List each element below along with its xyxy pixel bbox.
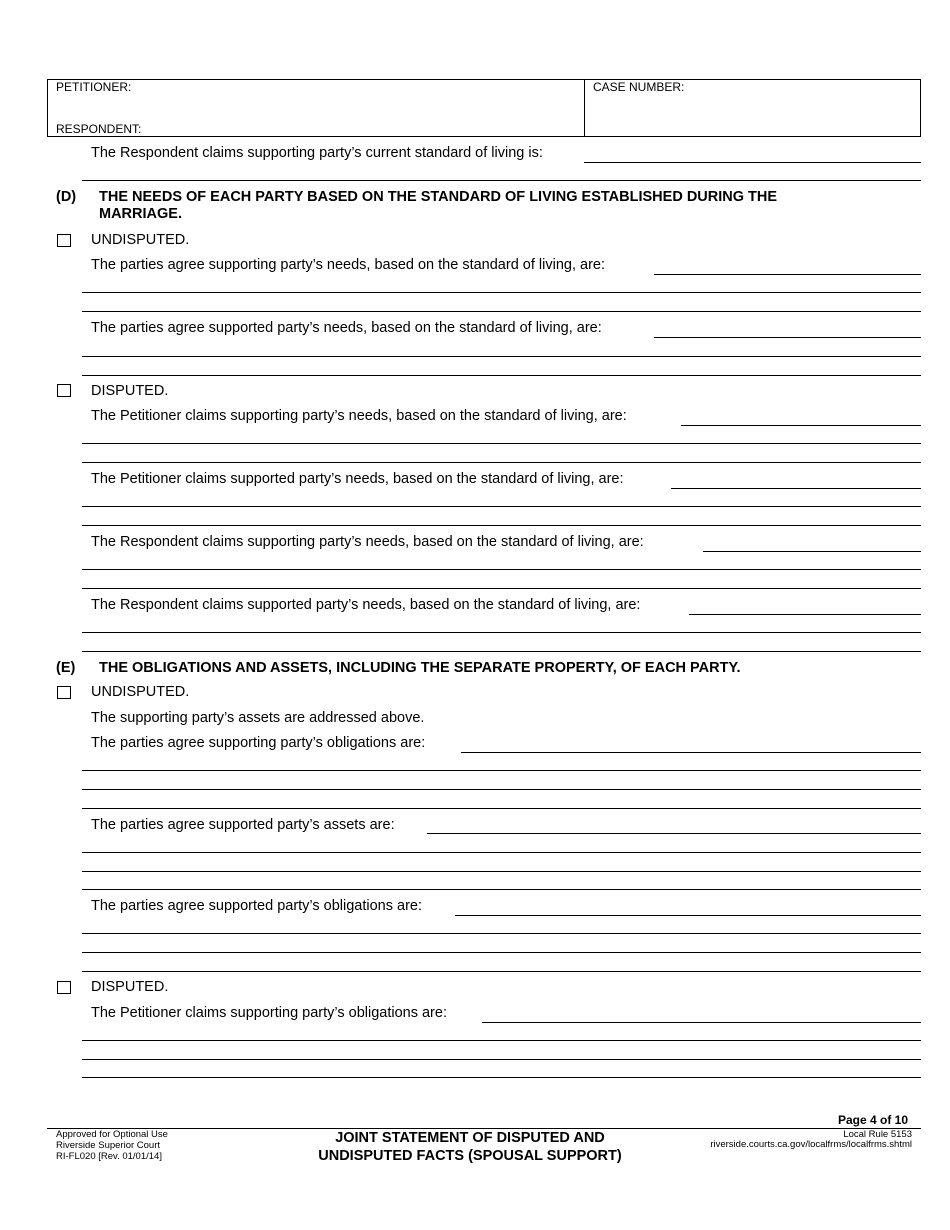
d-agree-supporting-line[interactable]	[82, 292, 921, 293]
e-agree-supporting-obligations-line[interactable]	[82, 770, 921, 771]
d-resp-supporting-line[interactable]	[82, 569, 921, 570]
footer-title-line2: UNDISPUTED FACTS (SPOUSAL SUPPORT)	[318, 1148, 622, 1164]
d-agree-supported-prompt: The parties agree supported party’s needs, based on the standard of living, are:	[91, 320, 602, 336]
e-pet-supporting-obligations-line[interactable]	[82, 1077, 921, 1078]
section-d-letter: (D)	[56, 189, 77, 205]
e-agree-supported-obligations-prompt: The parties agree supported party’s obligations are:	[91, 898, 423, 914]
d-agree-supporting-field[interactable]	[654, 274, 921, 275]
section-d-undisputed-label: UNDISPUTED.	[91, 232, 190, 248]
d-resp-supported-prompt: The Respondent claims supported party’s needs, based on the standard of living, are:	[91, 597, 641, 613]
petitioner-label: PETITIONER:	[56, 80, 132, 94]
e-agree-supported-obligations-line[interactable]	[82, 933, 921, 934]
e-agree-supported-assets-line[interactable]	[82, 852, 921, 853]
e-agree-supporting-obligations-line[interactable]	[82, 789, 921, 790]
d-pet-supporting-line[interactable]	[82, 443, 921, 444]
d-pet-supported-field[interactable]	[671, 488, 921, 489]
d-resp-supported-line[interactable]	[82, 651, 921, 652]
section-e-undisputed-label: UNDISPUTED.	[91, 684, 190, 700]
d-agree-supported-line[interactable]	[82, 356, 921, 357]
section-d-undisputed-checkbox[interactable]	[57, 234, 71, 247]
section-e-heading: THE OBLIGATIONS AND ASSETS, INCLUDING THE SEPARATE PROPERTY, OF EACH PARTY.	[99, 660, 741, 676]
e-pet-supporting-obligations-prompt: The Petitioner claims supporting party’s obligations are:	[91, 1005, 447, 1021]
d-pet-supporting-line[interactable]	[82, 462, 921, 463]
caption-divider	[584, 79, 585, 137]
d-pet-supporting-prompt: The Petitioner claims supporting party’s needs, based on the standard of living, are:	[91, 408, 627, 424]
section-e-letter: (E)	[56, 660, 76, 676]
caption-box	[47, 79, 921, 137]
section-e-disputed-checkbox[interactable]	[57, 981, 71, 994]
respondent-label: RESPONDENT:	[56, 122, 142, 136]
d-agree-supported-line[interactable]	[82, 375, 921, 376]
d-agree-supported-field[interactable]	[654, 337, 921, 338]
e-agree-supporting-obligations-prompt: The parties agree supporting party’s obligations are:	[91, 735, 426, 751]
e-assets-addressed-text: The supporting party’s assets are addressed above.	[91, 710, 425, 726]
d-resp-supporting-field[interactable]	[703, 551, 921, 552]
d-agree-supporting-line[interactable]	[82, 311, 921, 312]
e-agree-supported-assets-field[interactable]	[427, 833, 921, 834]
footer-approved: Approved for Optional Use	[56, 1129, 168, 1140]
d-pet-supported-prompt: The Petitioner claims supported party’s needs, based on the standard of living, are:	[91, 471, 624, 487]
respondent-standard-field-line[interactable]	[82, 180, 921, 181]
respondent-standard-prompt: The Respondent claims supporting party’s current standard of living is:	[91, 145, 543, 161]
e-agree-supported-obligations-field[interactable]	[455, 915, 921, 916]
page-number: Page 4 of 10	[838, 1113, 909, 1127]
footer-form-id: RI-FL020 [Rev. 01/01/14]	[56, 1151, 162, 1162]
d-pet-supported-line[interactable]	[82, 525, 921, 526]
e-pet-supporting-obligations-field[interactable]	[482, 1022, 921, 1023]
section-d-heading-line1: THE NEEDS OF EACH PARTY BASED ON THE STANDARD OF LIVING ESTABLISHED DURING THE	[99, 189, 778, 205]
section-e-disputed-label: DISPUTED.	[91, 979, 169, 995]
d-pet-supporting-field[interactable]	[681, 425, 921, 426]
d-resp-supporting-prompt: The Respondent claims supporting party’s needs, based on the standard of living, are:	[91, 534, 644, 550]
d-pet-supported-line[interactable]	[82, 506, 921, 507]
d-resp-supported-field[interactable]	[689, 614, 921, 615]
e-agree-supported-obligations-line[interactable]	[82, 952, 921, 953]
e-agree-supported-obligations-line[interactable]	[82, 971, 921, 972]
case-number-label: CASE NUMBER:	[593, 80, 685, 94]
e-agree-supporting-obligations-field[interactable]	[461, 752, 921, 753]
footer-title-line1: JOINT STATEMENT OF DISPUTED AND	[335, 1130, 605, 1146]
section-d-heading-line2: MARRIAGE.	[99, 206, 182, 222]
e-agree-supported-assets-prompt: The parties agree supported party’s assets are:	[91, 817, 395, 833]
e-agree-supported-assets-line[interactable]	[82, 871, 921, 872]
section-d-disputed-checkbox[interactable]	[57, 384, 71, 397]
d-resp-supporting-line[interactable]	[82, 588, 921, 589]
footer-court: Riverside Superior Court	[56, 1140, 161, 1151]
respondent-standard-field[interactable]	[584, 162, 921, 163]
e-agree-supporting-obligations-line[interactable]	[82, 808, 921, 809]
section-e-undisputed-checkbox[interactable]	[57, 686, 71, 699]
d-agree-supporting-prompt: The parties agree supporting party’s needs, based on the standard of living, are:	[91, 257, 605, 273]
e-pet-supporting-obligations-line[interactable]	[82, 1040, 921, 1041]
e-agree-supported-assets-line[interactable]	[82, 889, 921, 890]
section-d-disputed-label: DISPUTED.	[91, 383, 169, 399]
e-pet-supporting-obligations-line[interactable]	[82, 1059, 921, 1060]
footer-local-rule: Local Rule 5153	[843, 1129, 912, 1140]
d-resp-supported-line[interactable]	[82, 632, 921, 633]
footer-url[interactable]: riverside.courts.ca.gov/localfrms/localfrms.shtml	[710, 1139, 912, 1150]
